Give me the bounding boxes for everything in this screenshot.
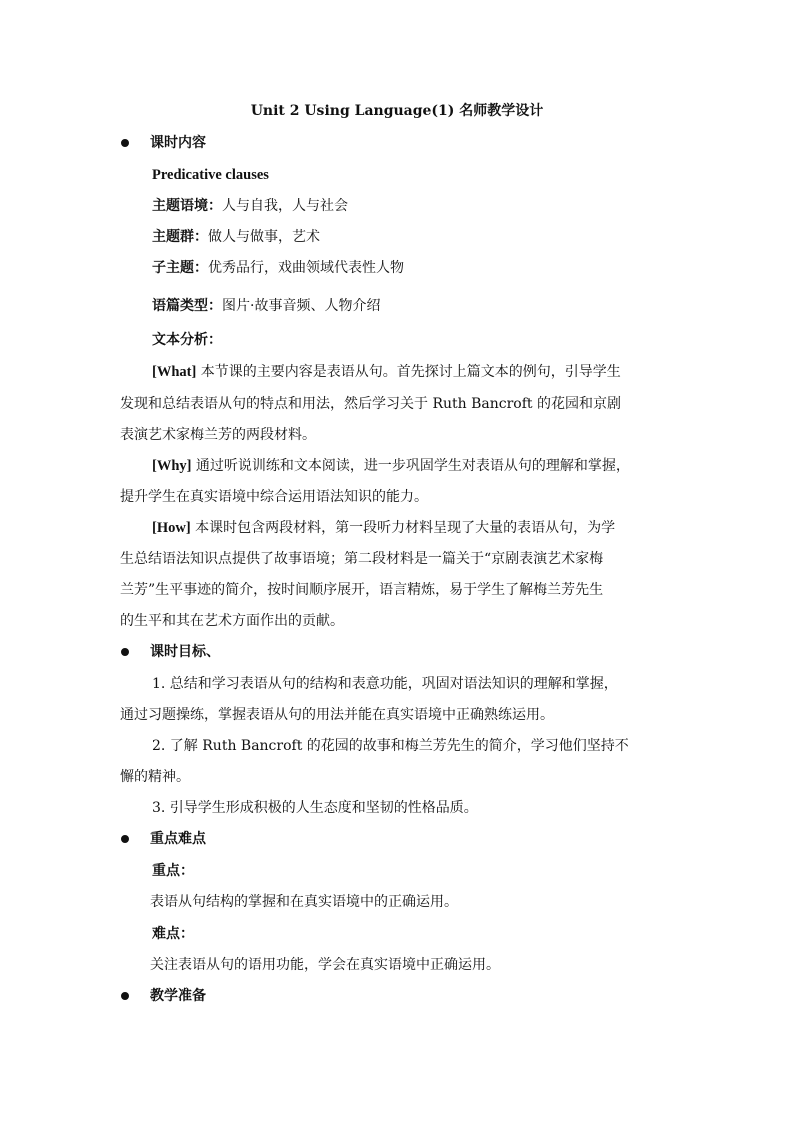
why-text-1: 通过听说训练和文本阅读，进一步巩固学生对表语从句的理解和掌握， — [191, 458, 630, 474]
text-type-label: 语篇类型： — [152, 298, 222, 314]
what-text-1: 本节课的主要内容是表语从句。首先探讨上篇文本的例句，引导学生 — [196, 364, 621, 380]
how-line-4: 的生平和其在艺术方面作出的贡献。 — [120, 613, 344, 629]
sub-theme-line — [152, 258, 404, 278]
how-line-2: 生总结语法知识点提供了故事语境；第二段材料是一篇关于“京剧表演艺术家梅 — [120, 551, 604, 567]
section-heading-preparation: 教学准备 — [150, 988, 206, 1004]
difficulty-text: 关注表语从句的语用功能，学会在真实语境中正确运用。 — [150, 957, 500, 973]
analysis-label: 文本分析： — [152, 332, 222, 348]
why-line-1 — [152, 456, 630, 476]
objective-2-line-2: 懈的精神。 — [120, 769, 190, 785]
objective-2-line-1: 2. 了解 Ruth Bancroft 的花园的故事和梅兰芳先生的简介，学习他们坚持不 — [152, 738, 629, 754]
bullet-icon — [121, 992, 129, 1000]
objective-1-line-2: 通过习题操练，掌握表语从句的用法并能在真实语境中正确熟练运用。 — [120, 707, 554, 723]
how-line-3: 兰芳”生平事迹的简介，按时间顺序展开，语言精炼，易于学生了解梅兰芳先生 — [120, 582, 604, 598]
theme-group-value: 做人与做事，艺术 — [208, 229, 320, 245]
section-heading-objectives: 课时目标、 — [150, 644, 220, 660]
theme-group-line — [152, 227, 320, 247]
how-label: [How] — [152, 520, 191, 536]
theme-group-label: 主题群： — [152, 229, 208, 245]
why-label: [Why] — [152, 458, 192, 474]
what-label: [What] — [152, 364, 197, 380]
bullet-icon — [121, 835, 129, 843]
what-line-2: 发现和总结表语从句的特点和用法，然后学习关于 Ruth Bancroft 的花园和京剧 — [120, 396, 621, 412]
sub-theme-label: 子主题： — [152, 260, 208, 276]
section-heading-content: 课时内容 — [150, 135, 206, 151]
theme-context-line — [152, 196, 348, 216]
focus-label: 重点： — [152, 863, 194, 879]
why-line-2: 提升学生在真实语境中综合运用语法知识的能力。 — [120, 489, 428, 505]
text-type-value: 图片·故事音频、人物介绍 — [222, 298, 381, 314]
objective-3-line-1: 3. 引导学生形成积极的人生态度和坚韧的性格品质。 — [152, 800, 478, 816]
bullet-icon — [121, 648, 129, 656]
theme-context-label: 主题语境： — [152, 198, 222, 214]
what-line-1 — [152, 362, 621, 382]
document-title: Unit 2 Using Language(1) 名师教学设计 — [250, 103, 544, 119]
how-line-1 — [152, 518, 615, 538]
sub-theme-value: 优秀品行，戏曲领域代表性人物 — [208, 260, 404, 276]
section-heading-key-points: 重点难点 — [150, 831, 206, 847]
bullet-icon — [121, 139, 129, 147]
what-line-3: 表演艺术家梅兰芳的两段材料。 — [120, 427, 316, 443]
focus-text: 表语从句结构的掌握和在真实语境中的正确运用。 — [150, 894, 458, 910]
difficulty-label: 难点： — [152, 926, 194, 942]
objective-1-line-1: 1. 总结和学习表语从句的结构和表意功能，巩固对语法知识的理解和掌握， — [152, 676, 618, 692]
how-text-1: 本课时包含两段材料，第一段听力材料呈现了大量的表语从句，为学 — [190, 520, 616, 536]
text-type-line — [152, 296, 380, 316]
grammar-topic: Predicative clauses — [152, 167, 269, 183]
theme-context-value: 人与自我，人与社会 — [222, 198, 348, 214]
